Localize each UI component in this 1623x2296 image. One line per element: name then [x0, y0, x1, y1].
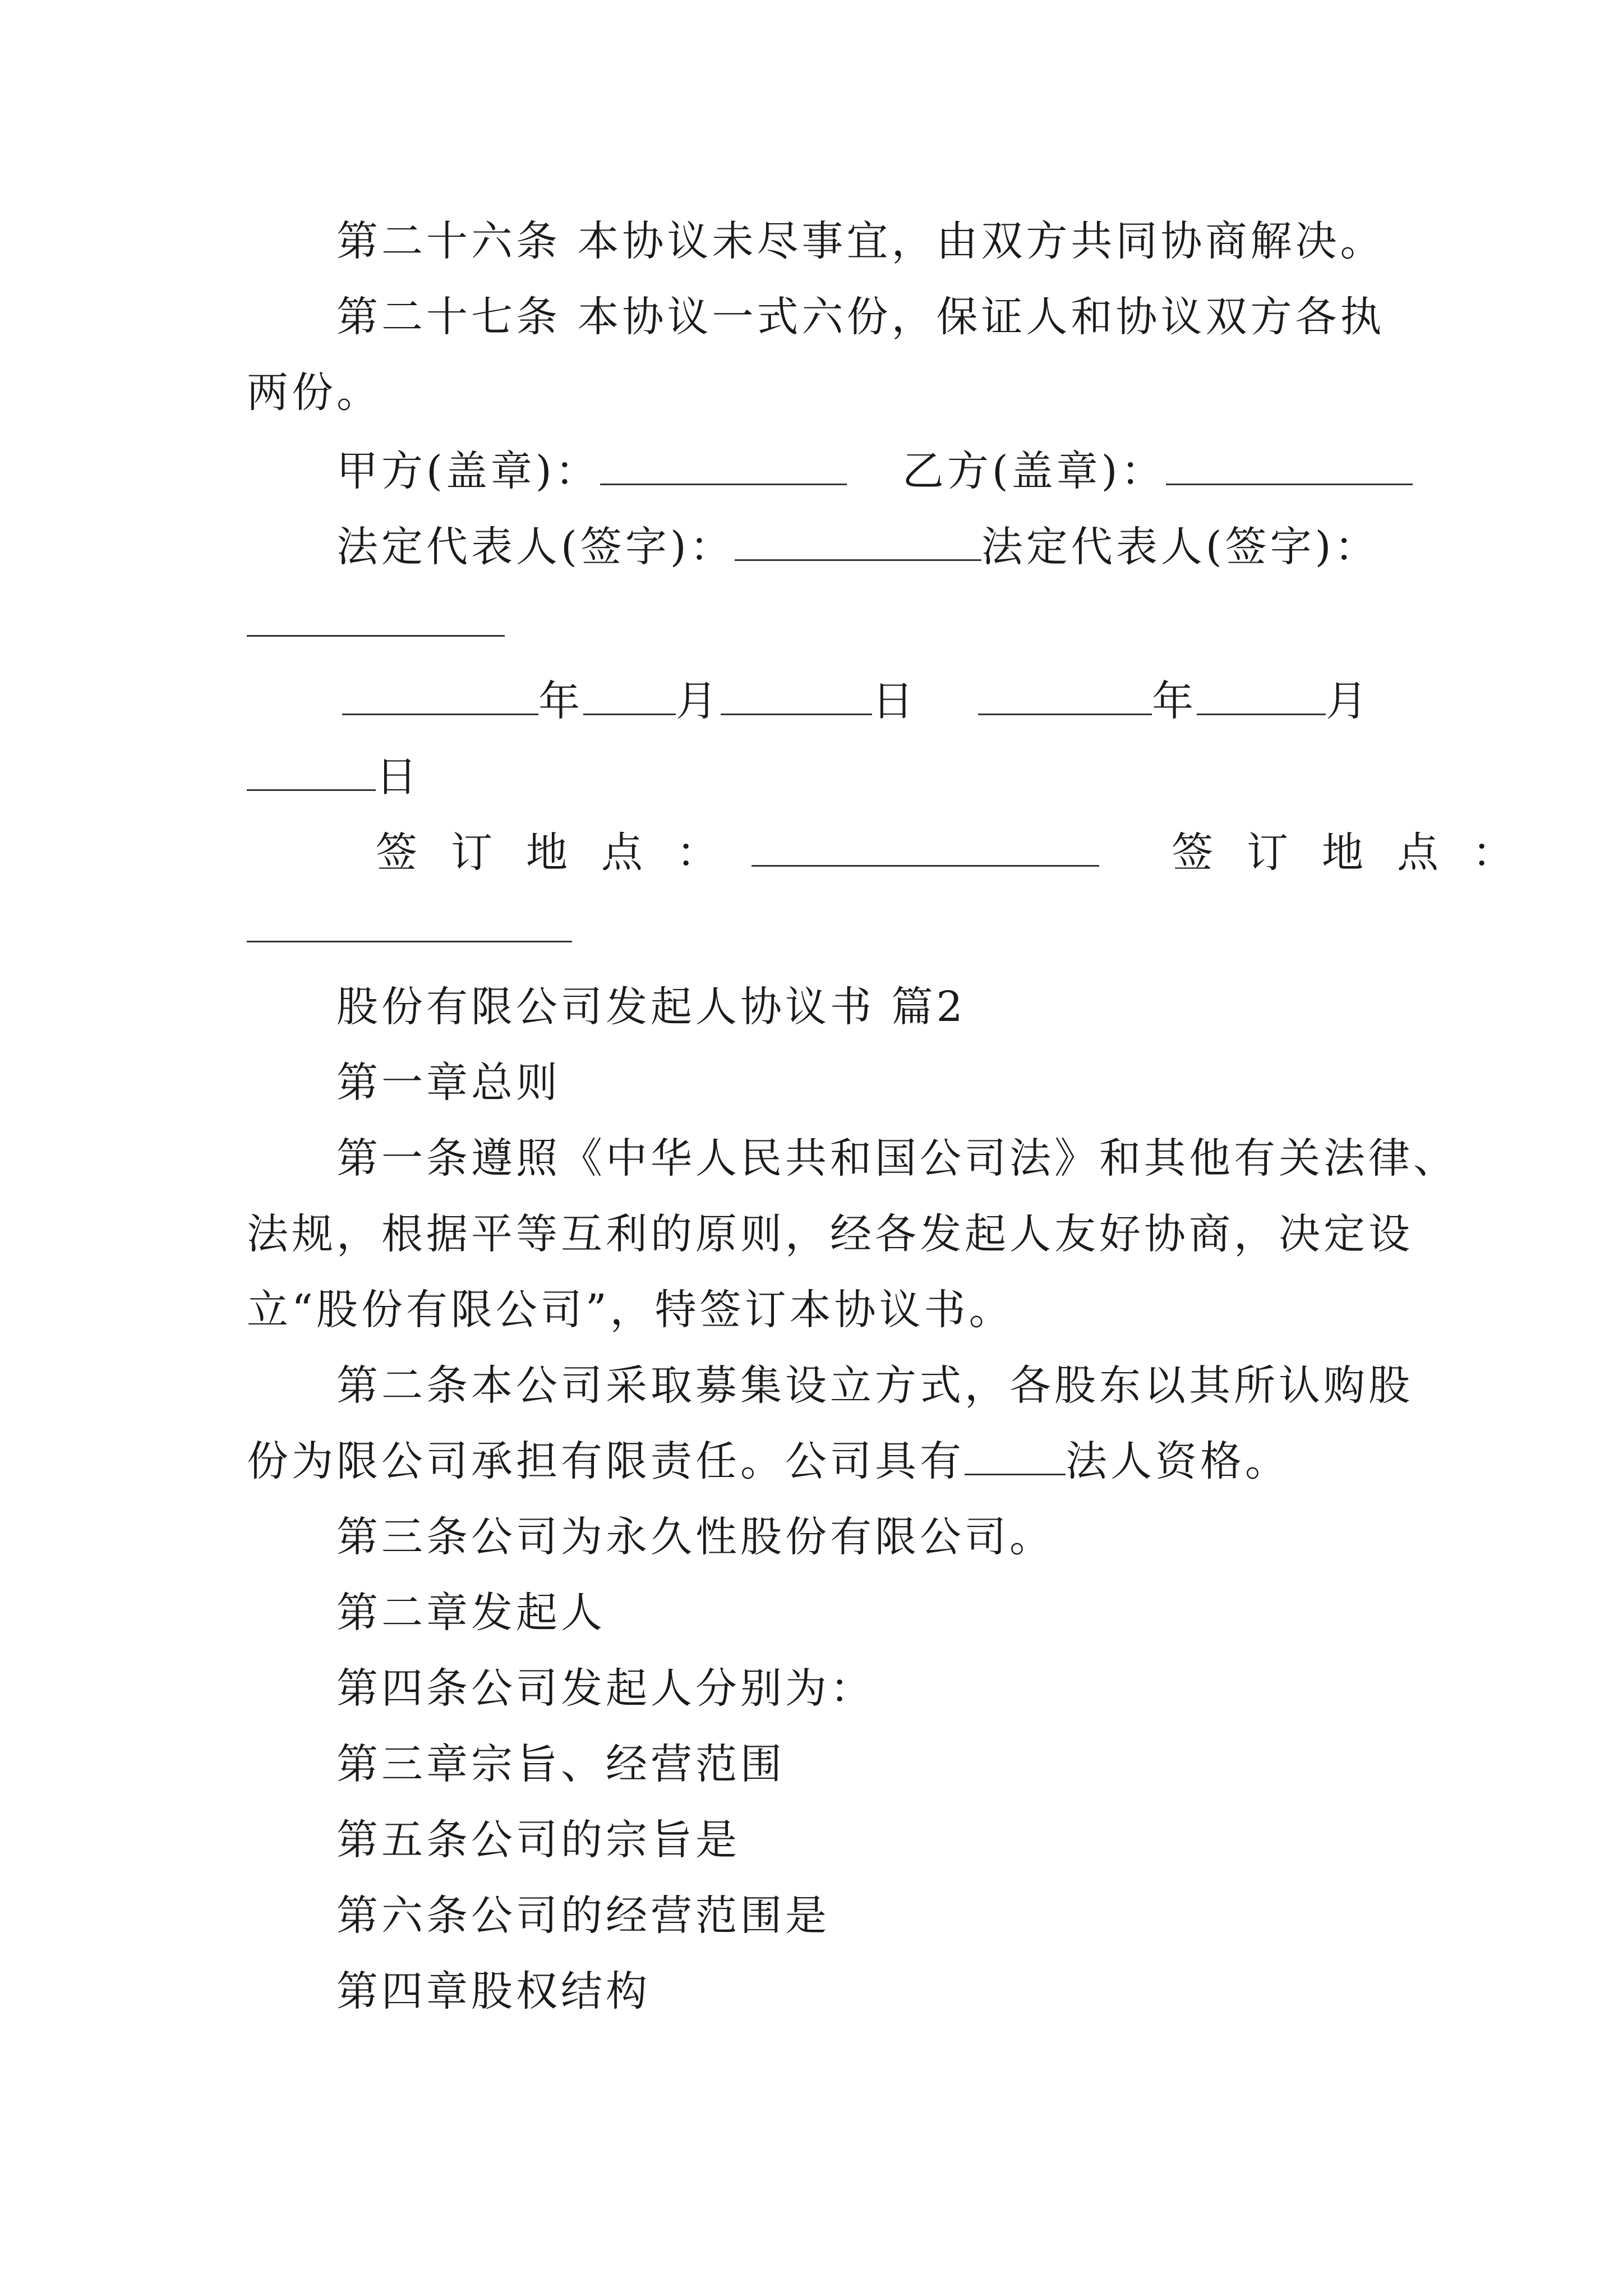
date-a-month-blank	[583, 678, 676, 715]
legal-rep-a-label: 法定代表人(签字)：	[336, 523, 735, 571]
sign-place-a-label: 签订地点：	[376, 829, 751, 877]
chapter-3-heading: 第三章宗旨、经营范围	[336, 1740, 785, 1788]
article-1-line-3: 立“股份有限公司”，特签订本协议书。	[247, 1286, 1014, 1334]
legal-rep-row	[336, 519, 1623, 575]
date-a-year: 年	[538, 677, 583, 725]
sign-place-b-blank-row	[247, 900, 1623, 956]
article-2-line-2-end: 法人资格。	[1066, 1437, 1290, 1485]
chapter-2-heading: 第二章发起人	[336, 1589, 606, 1637]
date-b-month-blank	[1197, 678, 1326, 715]
sign-place-row	[376, 825, 1623, 881]
article-1-line-1: 第一条遵照《中华人民共和国公司法》和其他有关法律、	[336, 1134, 1458, 1182]
party-signature-row	[336, 443, 1623, 499]
sign-place-a-blank	[751, 829, 1099, 867]
party-a-label: 甲方(盖章)：	[336, 447, 600, 495]
article-6: 第六条公司的经营范围是	[336, 1892, 830, 1940]
date-b-year: 年	[1152, 677, 1197, 725]
date-a-day-blank	[721, 678, 872, 715]
article-26: 第二十六条 本协议未尽事宜，由双方共同协商解决。	[336, 217, 1385, 265]
sign-place-b-blank	[247, 905, 572, 942]
date-b-day: 日	[376, 753, 421, 801]
article-2-line-2	[247, 1433, 1623, 1489]
legal-rep-b-label: 法定代表人(签字)：	[981, 523, 1380, 571]
article-3: 第三条公司为永久性股份有限公司。	[336, 1513, 1054, 1561]
legal-rep-b-blank	[247, 599, 505, 637]
sign-place-b-label: 签订地点：	[1172, 829, 1548, 877]
date-a-day: 日	[872, 677, 917, 725]
article-1-line-2: 法规，根据平等互利的原则，经各发起人友好协商，决定设	[247, 1210, 1413, 1258]
date-row	[342, 673, 1623, 729]
legal-rep-b-blank-row	[247, 595, 1623, 651]
article-2-line-1: 第二条本公司采取募集设立方式，各股东以其所认购股	[336, 1361, 1413, 1410]
article-5: 第五条公司的宗旨是	[336, 1816, 740, 1864]
legal-entity-blank	[965, 1438, 1066, 1475]
chapter-4-heading: 第四章股权结构	[336, 1967, 651, 2016]
section-title: 股份有限公司发起人协议书 篇2	[336, 983, 966, 1031]
legal-rep-a-blank	[735, 523, 981, 561]
chapter-1-heading: 第一章总则	[336, 1059, 561, 1107]
party-a-blank	[600, 448, 847, 485]
article-2-line-2-start: 份为限公司承担有限责任。公司具有	[247, 1437, 965, 1485]
date-b-day-blank	[247, 753, 376, 791]
date-b-year-blank	[978, 678, 1152, 715]
article-27-line-1: 第二十七条 本协议一式六份，保证人和协议双方各执	[336, 293, 1385, 341]
date-a-month: 月	[676, 677, 721, 725]
party-b-blank	[1166, 448, 1413, 485]
date-b-month: 月	[1326, 677, 1371, 725]
party-b-label: 乙方(盖章)：	[902, 447, 1166, 495]
date-b-day-row	[247, 749, 1623, 805]
date-a-year-blank	[342, 678, 538, 715]
article-27-line-2: 两份。	[247, 369, 381, 417]
article-4: 第四条公司发起人分别为：	[336, 1664, 875, 1713]
